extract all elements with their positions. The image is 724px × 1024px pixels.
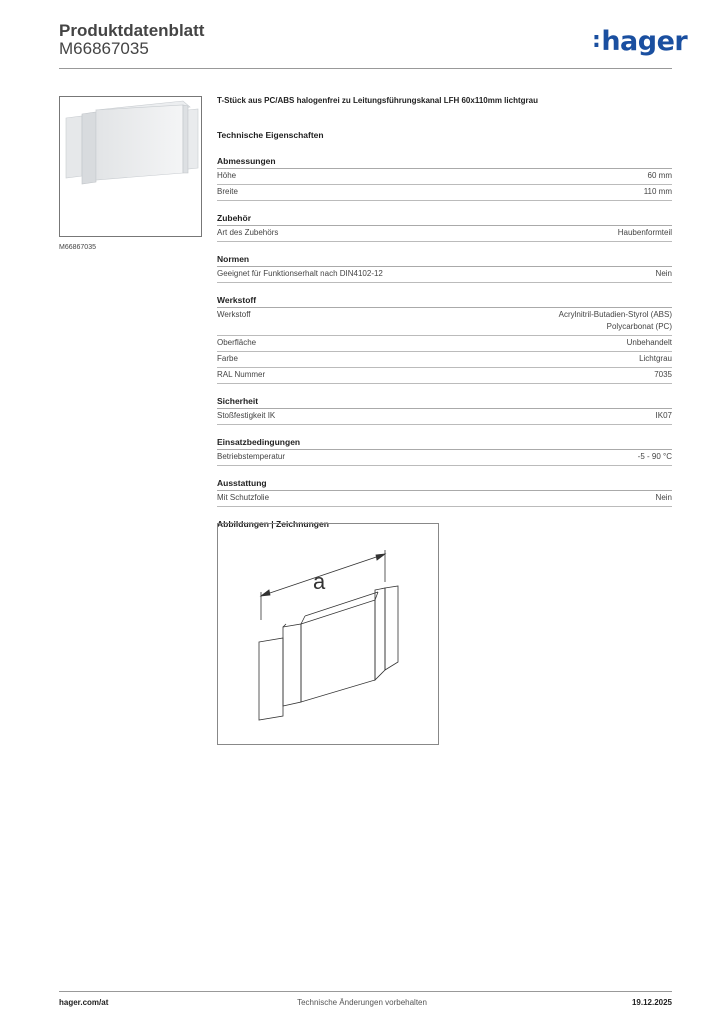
property-label: Werkstoff <box>217 310 251 319</box>
footer-divider <box>59 991 672 992</box>
property-value-line: -5 - 90 °C <box>637 452 672 461</box>
property-group-title: Einsatzbedingungen <box>217 437 672 450</box>
property-group <box>217 295 672 384</box>
property-row <box>217 336 672 352</box>
property-row <box>217 491 672 507</box>
property-group-title: Ausstattung <box>217 478 672 491</box>
property-label: Breite <box>217 187 238 196</box>
t-piece-product-icon <box>60 97 201 236</box>
property-label: Mit Schutzfolie <box>217 493 270 502</box>
property-value <box>648 170 672 182</box>
property-row <box>217 308 672 336</box>
property-group <box>217 437 672 466</box>
property-row <box>217 226 672 242</box>
property-value <box>654 369 672 381</box>
property-group-title: Normen <box>217 254 672 267</box>
technical-drawing <box>217 523 439 745</box>
technical-properties-title: Technische Eigenschaften <box>217 130 324 140</box>
property-group <box>217 396 672 425</box>
property-value <box>656 492 672 504</box>
property-group <box>217 254 672 283</box>
property-row <box>217 169 672 185</box>
property-value-line: Acrylnitril-Butadien-Styrol (ABS) <box>558 310 672 319</box>
logo-text: hager <box>601 26 688 57</box>
product-code: M66867035 <box>59 39 149 58</box>
property-value <box>656 410 672 422</box>
property-group <box>217 213 672 242</box>
property-value-line: Polycarbonat (PC) <box>606 322 672 331</box>
product-image-caption: M66867035 <box>59 244 96 251</box>
property-group-title: Werkstoff <box>217 295 672 308</box>
property-value <box>656 268 672 280</box>
footer-date: 19.12.2025 <box>631 998 672 1007</box>
footer-notice: Technische Änderungen vorbehalten <box>297 998 427 1007</box>
property-groups <box>217 156 672 507</box>
property-label: RAL Nummer <box>217 370 266 379</box>
figures-title: Abbildungen | Zeichnungen <box>217 519 329 529</box>
property-value-line: 60 mm <box>647 171 672 180</box>
footer-website-link[interactable]: hager.com/at <box>59 998 109 1007</box>
property-value-line: IK07 <box>655 411 672 420</box>
property-value-line: Lichtgrau <box>639 354 672 363</box>
t-piece-drawing-icon <box>218 524 438 744</box>
property-label: Art des Zubehörs <box>217 228 279 237</box>
property-label: Oberfläche <box>217 338 257 347</box>
property-group-title: Sicherheit <box>217 396 672 409</box>
property-label: Geeignet für Funktionserhalt nach DIN4102-12 <box>217 269 383 278</box>
property-label: Stoßfestigkeit IK <box>217 411 276 420</box>
property-label: Höhe <box>217 171 237 180</box>
property-row <box>217 267 672 283</box>
property-row <box>217 409 672 425</box>
property-row <box>217 450 672 466</box>
property-value-line: Nein <box>655 493 672 502</box>
page-title: Produktdatenblatt <box>59 21 205 40</box>
property-group <box>217 478 672 507</box>
product-description: T-Stück aus PC/ABS halogenfrei zu Leitungsführungskanal LFH 60x110mm lichtgrau <box>217 96 538 105</box>
dimension-label: a <box>313 569 326 594</box>
property-value <box>638 451 672 463</box>
property-value <box>644 186 672 198</box>
property-value-line: Haubenformteil <box>617 228 672 237</box>
property-label: Farbe <box>217 354 238 363</box>
property-value-line: 110 mm <box>643 187 672 196</box>
product-image <box>59 96 202 237</box>
property-value-line: 7035 <box>654 370 672 379</box>
header-divider <box>59 68 672 69</box>
property-group-title: Abmessungen <box>217 156 672 169</box>
property-value-line: Unbehandelt <box>626 338 672 347</box>
property-row <box>217 352 672 368</box>
property-row <box>217 185 672 201</box>
property-value <box>618 227 672 239</box>
product-details <box>217 96 672 529</box>
property-value-line: Nein <box>655 269 672 278</box>
hager-logo <box>592 26 687 57</box>
property-group <box>217 156 672 201</box>
property-value <box>639 353 672 365</box>
property-label: Betriebstemperatur <box>217 452 286 461</box>
logo-colon-icon: : <box>592 28 601 53</box>
property-row <box>217 368 672 384</box>
property-value <box>559 309 672 333</box>
property-group-title: Zubehör <box>217 213 672 226</box>
property-value <box>627 337 672 349</box>
